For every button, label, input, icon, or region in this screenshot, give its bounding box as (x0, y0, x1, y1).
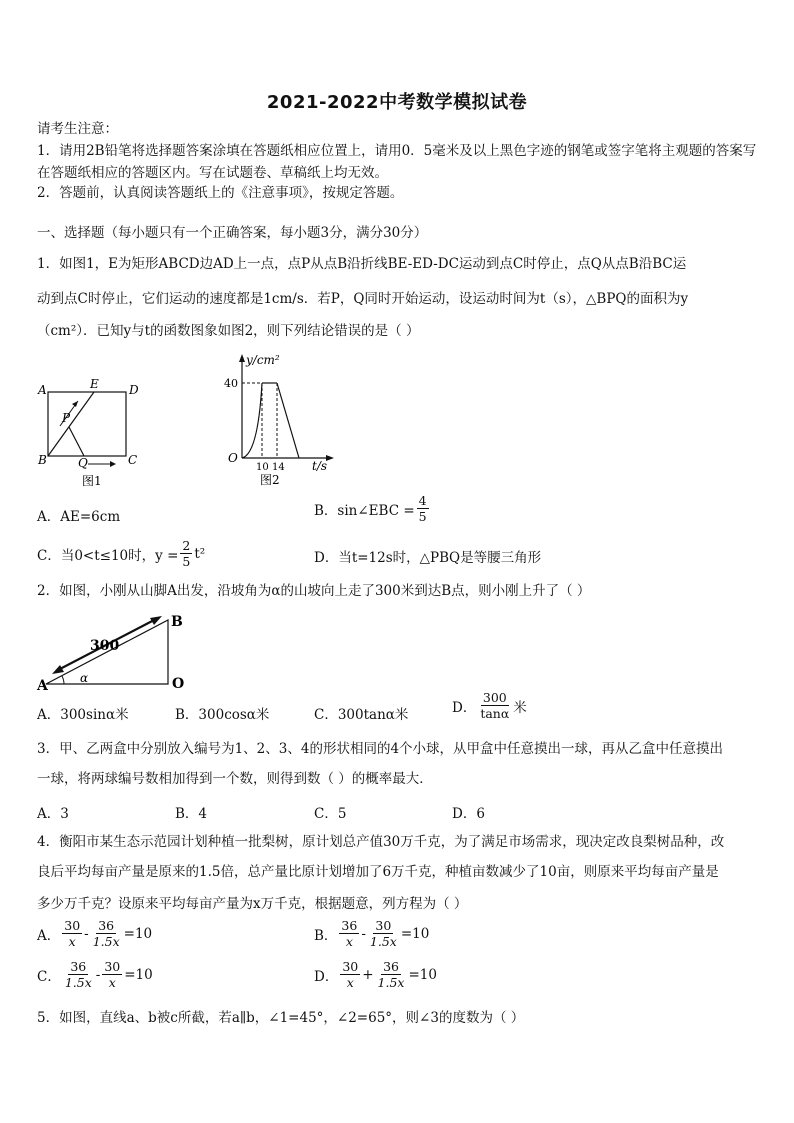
label-a: A (37, 678, 48, 692)
angle-arc (62, 676, 64, 684)
q4-line-2: 良后平均每亩产量是原来的1.5倍，总产量比原计划增加了6万千克，种植亩数减少了10亩，则原来平均每亩产量是 (37, 864, 719, 880)
q4-d-d2: 1.5x (377, 975, 405, 990)
label-o: O (172, 676, 185, 692)
q4-b-rhs: =10 (400, 925, 430, 942)
q4-option-d (314, 959, 437, 990)
q4-b-n1: 36 (341, 918, 358, 933)
q4-d-rhs: =10 (408, 966, 437, 983)
label-e: E (90, 377, 99, 391)
q1-option-c-num: 2 (182, 538, 191, 553)
q2-option-d-prefix: D． (452, 699, 477, 716)
q4-a-d1: x (68, 934, 76, 949)
x-axis-arrow (326, 455, 334, 461)
curve-rising (242, 383, 262, 458)
q1-option-a: A．AE=6cm (37, 509, 121, 525)
falling-segment (277, 383, 299, 458)
q3-option-b: B．4 (175, 806, 208, 822)
label-c: C (128, 453, 138, 467)
q2-option-d-fraction (478, 690, 511, 721)
q1-option-b-fraction (417, 493, 429, 524)
fig1-caption: 图1 (82, 474, 102, 488)
q1-option-b-num: 4 (418, 493, 427, 508)
q4-line-1: 4．衡阳市某生态示范园计划种植一批梨树，原计划总产值30万千克，为了满足市场需求，现决定改良梨树品种，改 (37, 834, 725, 850)
q1-option-c-den: 5 (182, 554, 191, 569)
q4-c-d1: 1.5x (64, 975, 92, 990)
q2-option-b: B．300cosα米 (175, 707, 270, 723)
fig2-caption: 图2 (260, 473, 280, 487)
q3-option-a: A．3 (37, 806, 69, 822)
q3-line-1: 3．甲、乙两盒中分别放入编号为1、2、3、4的形状相同的4个小球，从甲盒中任意摸出一球，再从乙盒中任意摸出 (37, 741, 724, 757)
q1-option-b-prefix: B．sin∠EBC = (314, 502, 415, 519)
q2-option-c: C．300tanα米 (314, 707, 409, 723)
segment-be (48, 392, 94, 456)
q4-b-n2: 30 (375, 918, 392, 933)
q1-line-2: 动到点C时停止，它们运动的速度都是1cm/s．若P，Q同时开始运动，设运动时间为t（s），△BPQ的面积为y (37, 291, 689, 307)
q4-a-n1: 30 (64, 918, 81, 933)
label-a: A (38, 383, 47, 397)
q5-text: 5．如图，直线a、b被c所截，若a∥b，∠1=45°，∠2=65°，则∠3的度数为（ ） (37, 1010, 525, 1026)
label-p: P (62, 411, 71, 425)
notice-heading: 请考生注意： (37, 121, 118, 137)
q2-option-a: A．300sinα米 (37, 707, 129, 723)
arrowhead-p (72, 401, 78, 407)
slope-arrowhead-a (52, 665, 64, 674)
q2-figure (34, 608, 194, 692)
q3-line-2: 一球，将两球编号数相加得到一个数，则得到数（ ）的概率最大． (37, 771, 433, 787)
q3-option-d: D．6 (452, 806, 485, 822)
graph-y40: 40 (224, 377, 238, 390)
q4-a-n2: 36 (98, 918, 115, 933)
q4-c-n1: 36 (70, 959, 87, 974)
q4-c-op: - (95, 966, 101, 983)
q4-d-op: + (362, 966, 374, 983)
segment-pq (69, 427, 84, 456)
q4-b-d2: 1.5x (369, 934, 397, 949)
q1-line-1: 1．如图1，E为矩形ABCD边AD上一点，点P从点B沿折线BE-ED-DC运动到点C时停止，点Q从点B沿BC运 (37, 256, 687, 272)
section-heading: 一、选择题（每小题只有一个正确答案，每小题3分，满分30分） (37, 225, 428, 241)
graph-x10: 10 (256, 462, 269, 473)
q2-option-d-den: tanα (480, 706, 510, 721)
page-title: 2021-2022中考数学模拟试卷 (266, 92, 528, 113)
q1-option-b (314, 493, 431, 524)
q2-option-d-suffix: 米 (513, 699, 527, 716)
notice-item-1: 1．请用2B铅笔将选择题答案涂填在答题纸相应位置上，请用0．5毫米及以上黑色字迹的钢笔或签字笔将主观题的答案写在答题纸相应的答题区内。写在试题卷、草稿纸上均无效。 (37, 143, 757, 181)
q4-option-b-label: B． (314, 927, 338, 944)
label-300: 300 (90, 638, 120, 654)
q4-option-d-label: D． (314, 968, 339, 985)
q1-option-b-den: 5 (418, 509, 427, 524)
q4-a-rhs: =10 (123, 925, 153, 942)
q4-c-rhs: =10 (124, 966, 153, 983)
q4-a-op: - (84, 925, 89, 942)
label-q: Q (78, 456, 88, 470)
label-b: B (38, 453, 47, 467)
q4-option-c (37, 959, 153, 990)
q4-line-3: 多少万千克？设原来平均每亩产量为x万千克，根据题意，列方程为（ ） (37, 896, 468, 912)
q4-d-n2: 36 (383, 959, 399, 974)
q1-option-c-fraction (180, 538, 192, 569)
graph-ylabel: y/cm² (246, 353, 280, 367)
label-d: D (129, 383, 139, 397)
q1-figure-2 (220, 350, 340, 490)
q4-d-d1: x (346, 975, 354, 990)
label-alpha: α (80, 671, 89, 685)
q4-b-d1: x (345, 934, 353, 949)
arrowhead-q (110, 461, 116, 467)
notice-item-2: 2．答题前，认真阅读答题纸上的《注意事项》，按规定答题。 (37, 185, 404, 201)
q4-option-c-label: C． (37, 968, 61, 985)
q1-option-c-prefix: C．当0<t≤10时，y = (37, 547, 179, 564)
q1-figure-1 (30, 372, 150, 490)
q2-text: 2．如图，小刚从山脚A出发，沿坡角为α的山坡向上走了300米到达B点，则小刚上升了（ ） (37, 583, 591, 599)
q4-a-d2: 1.5x (92, 934, 120, 949)
q2-option-d-num: 300 (482, 690, 507, 705)
q1-option-d: D．当t=12s时，△PBQ是等腰三角形 (314, 550, 542, 566)
label-b: B (171, 614, 183, 630)
q4-d-n1: 30 (342, 959, 359, 974)
y-axis-arrow (239, 354, 245, 362)
q4-c-d2: x (108, 975, 116, 990)
graph-xlabel: t/s (312, 459, 328, 473)
graph-x14: 14 (272, 462, 285, 473)
graph-origin: O (228, 451, 238, 465)
q1-line-3: （cm²）．已知y与t的函数图象如图2，则下列结论错误的是（ ） (37, 323, 420, 339)
q4-option-a-label: A． (37, 927, 61, 944)
q2-option-d (452, 690, 527, 721)
q4-option-a (37, 918, 152, 949)
q1-option-c-suffix: t² (194, 545, 206, 562)
q4-b-op: - (361, 925, 366, 942)
q3-option-c: C．5 (314, 806, 347, 822)
q4-c-n2: 30 (104, 959, 121, 974)
q4-option-b (314, 918, 429, 949)
q1-option-c (37, 538, 205, 569)
